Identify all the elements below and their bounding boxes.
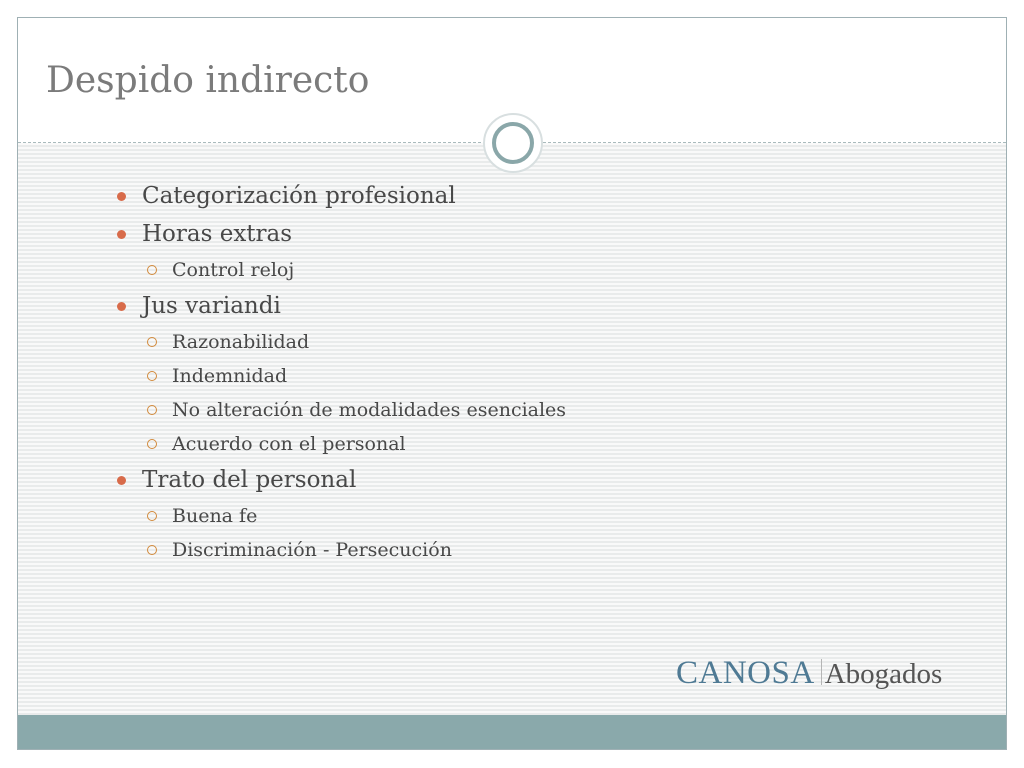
bullet-text: Trato del personal (142, 467, 357, 493)
sub-bullet-item (114, 539, 566, 561)
bullet-text: Categorización profesional (142, 183, 456, 209)
slide-title: Despido indirecto (46, 60, 370, 101)
bullet-ring-icon (147, 439, 157, 449)
sub-bullet-item (114, 331, 566, 353)
sub-bullet-item (114, 505, 566, 527)
bullet-text: Jus variandi (142, 293, 281, 319)
bullet-item (114, 293, 566, 319)
sub-bullet-text: Buena fe (172, 505, 258, 527)
bullet-dot-icon (117, 476, 126, 485)
logo-subtitle: Abogados (824, 658, 943, 690)
decorative-ring-icon (492, 122, 534, 164)
bullet-ring-icon (147, 265, 157, 275)
bullet-list (114, 183, 566, 561)
bullet-dot-icon (117, 230, 126, 239)
canosa-logo (676, 655, 942, 692)
sub-bullet-text: Discriminación - Persecución (172, 539, 452, 561)
sub-bullet-item (114, 433, 566, 455)
bullet-ring-icon (147, 337, 157, 347)
bullet-ring-icon (147, 405, 157, 415)
bullet-item (114, 183, 566, 209)
bullet-ring-icon (147, 511, 157, 521)
logo-separator (821, 659, 822, 685)
bullet-ring-icon (147, 545, 157, 555)
sub-bullet-text: No alteración de modalidades esenciales (172, 399, 567, 421)
sub-bullet-item (114, 365, 566, 387)
sub-bullet-item (114, 259, 566, 281)
sub-bullet-text: Indemnidad (172, 365, 288, 387)
bullet-item (114, 467, 566, 493)
bullet-text: Horas extras (142, 221, 293, 247)
sub-bullet-text: Control reloj (172, 259, 295, 281)
sub-bullet-text: Razonabilidad (172, 331, 310, 353)
bullet-ring-icon (147, 371, 157, 381)
sub-bullet-text: Acuerdo con el personal (172, 433, 406, 455)
bullet-dot-icon (117, 192, 126, 201)
footer-bar (18, 715, 1006, 749)
logo-brand: CANOSA (676, 655, 815, 691)
sub-bullet-item (114, 399, 566, 421)
bullet-item (114, 221, 566, 247)
bullet-dot-icon (117, 302, 126, 311)
